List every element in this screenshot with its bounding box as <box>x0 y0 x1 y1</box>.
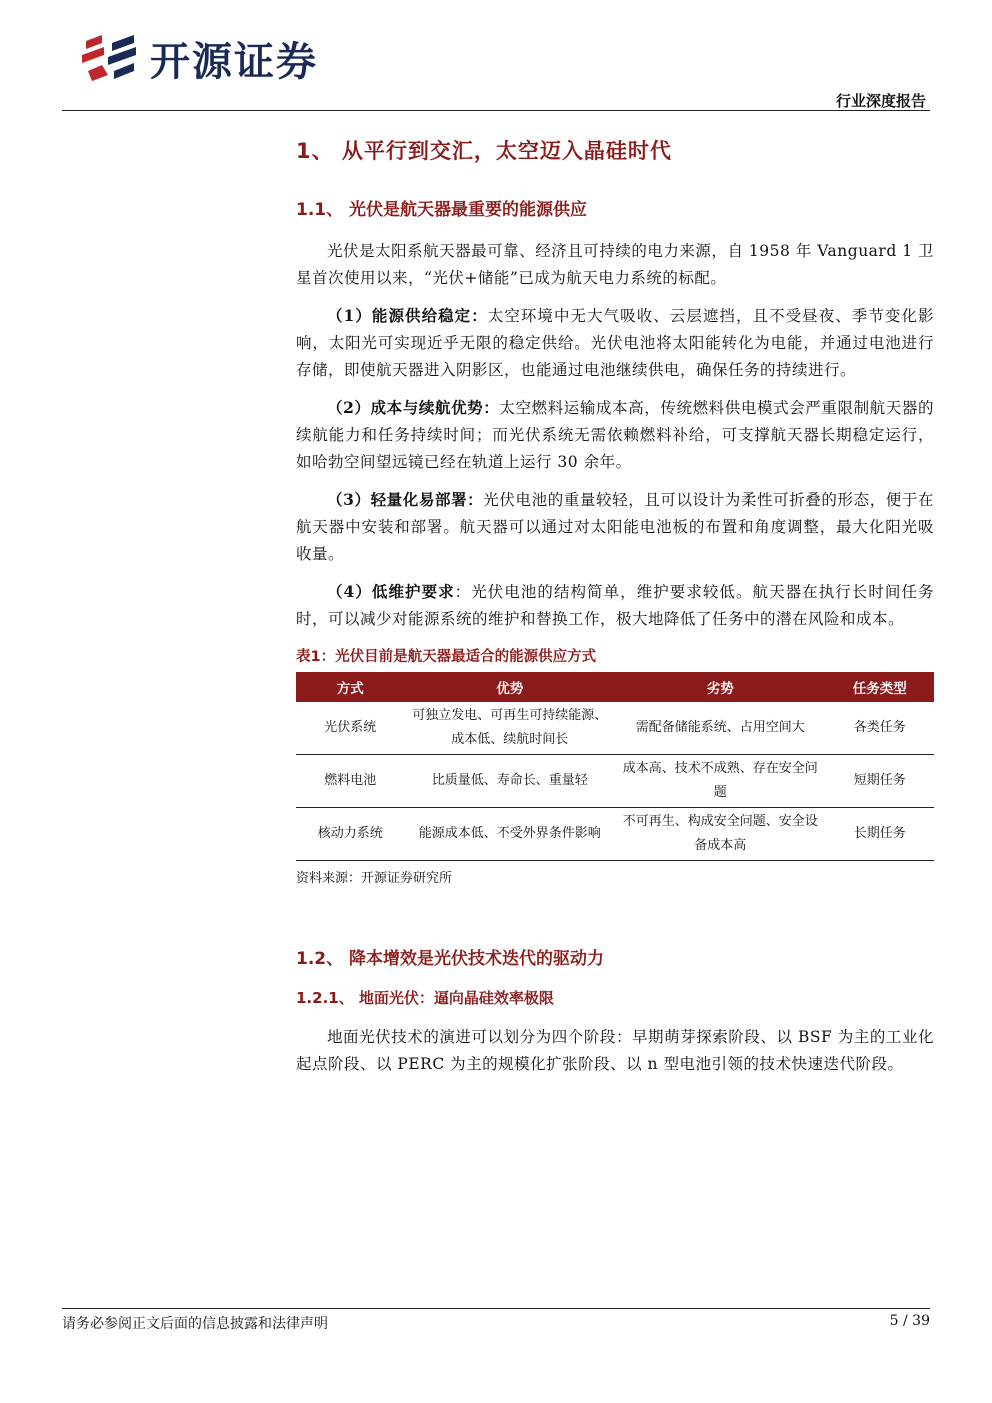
table-header-cell: 优势 <box>404 672 615 702</box>
energy-comparison-table <box>296 672 934 861</box>
logo-text: 开源证券 <box>150 38 318 85</box>
point-paragraph-3 <box>296 486 934 568</box>
table-cell: 比质量低、寿命长、重量轻 <box>404 755 615 808</box>
table-cell: 长期任务 <box>826 808 934 861</box>
intro-paragraph: 光伏是太阳系航天器最可靠、经济且可持续的电力来源，自 1958 年 Vanguard 1 卫星首次使用以来，“光伏+储能”已成为航天电力系统的标配。 <box>296 242 934 287</box>
table-header-cell: 方式 <box>296 672 404 702</box>
main-content <box>296 130 934 1088</box>
company-logo <box>78 30 318 86</box>
report-type-label: 行业深度报告 <box>835 92 926 110</box>
table-cell: 短期任务 <box>826 755 934 808</box>
point-paragraph-1 <box>296 302 934 384</box>
header-divider <box>62 110 930 111</box>
table-header-cell: 任务类型 <box>826 672 934 702</box>
table-cell: 可独立发电、可再生可持续能源、成本低、续航时间长 <box>404 702 615 755</box>
table-cell: 光伏系统 <box>296 702 404 755</box>
section-heading-1-1: 1.1、 光伏是航天器最重要的能源供应 <box>296 200 588 220</box>
table-row <box>296 808 934 861</box>
table-title: 表1：光伏目前是航天器最适合的能源供应方式 <box>296 649 597 665</box>
footer-disclaimer: 请务必参阅正文后面的信息披露和法律声明 <box>62 1316 328 1332</box>
table-header-cell: 劣势 <box>615 672 826 702</box>
section-heading-1: 1、 从平行到交汇，太空迈入晶硅时代 <box>296 139 672 163</box>
table-row <box>296 755 934 808</box>
point-label: （1）能源供给稳定： <box>327 306 488 325</box>
point-label: （2）成本与续航优势： <box>327 398 500 417</box>
table-cell: 能源成本低、不受外界条件影响 <box>404 808 615 861</box>
table-cell: 不可再生、构成安全问题、安全设备成本高 <box>615 808 826 861</box>
point-text: 太空环境中无大气吸收、云层遮挡，且不受昼夜、季节变化影响，太阳光可实现近乎无限的稳定供给。光伏电池将太阳能转化为电能，并通过电池进行存储，即使航天器进入阴影区，也能通过电池继续供电，确保任务的持续进行。 <box>296 307 934 379</box>
section-heading-1-2: 1.2、 降本增效是光伏技术迭代的驱动力 <box>296 949 605 969</box>
section-heading-1-2-1: 1.2.1、 地面光伏：逼向晶硅效率极限 <box>296 989 554 1007</box>
point-paragraph-4 <box>296 578 934 633</box>
point-text: 光伏电池的重量较轻，且可以设计为柔性可折叠的形态，便于在航天器中安装和部署。航天器可以通过对太阳能电池板的布置和角度调整，最大化阳光吸收量。 <box>296 491 934 563</box>
table-cell: 成本高、技术不成熟、存在安全问题 <box>615 755 826 808</box>
table-cell: 燃料电池 <box>296 755 404 808</box>
point-label: （3）轻量化易部署： <box>327 490 484 509</box>
table-cell: 核动力系统 <box>296 808 404 861</box>
table-header-row <box>296 672 934 702</box>
table-row <box>296 702 934 755</box>
table-cell: 各类任务 <box>826 702 934 755</box>
page-number: 5 / 39 <box>889 1313 930 1329</box>
table-cell: 需配备储能系统、占用空间大 <box>615 702 826 755</box>
logo-mark-icon <box>78 31 142 85</box>
footer-divider <box>62 1308 930 1309</box>
point-label: （4）低维护要求 <box>327 582 455 601</box>
point-text: ：光伏电池的结构简单，维护要求较低。航天器在执行长时间任务时，可以减少对能源系统的维护和替换工作，极大地降低了任务中的潜在风险和成本。 <box>296 583 934 628</box>
stage-paragraph: 地面光伏技术的演进可以划分为四个阶段：早期萌芽探索阶段、以 BSF 为主的工业化起点阶段、以 PERC 为主的规模化扩张阶段、以 n 型电池引领的技术快速迭代阶段。 <box>296 1028 934 1073</box>
point-paragraph-2 <box>296 394 934 476</box>
table-source-note: 资料来源：开源证券研究所 <box>296 871 453 886</box>
point-text: 太空燃料运输成本高，传统燃料供电模式会严重限制航天器的续航能力和任务持续时间；而光伏系统无需依赖燃料补给，可支撑航天器长期稳定运行，如哈勃空间望远镜已经在轨道上运行 30 余年。 <box>296 399 934 471</box>
